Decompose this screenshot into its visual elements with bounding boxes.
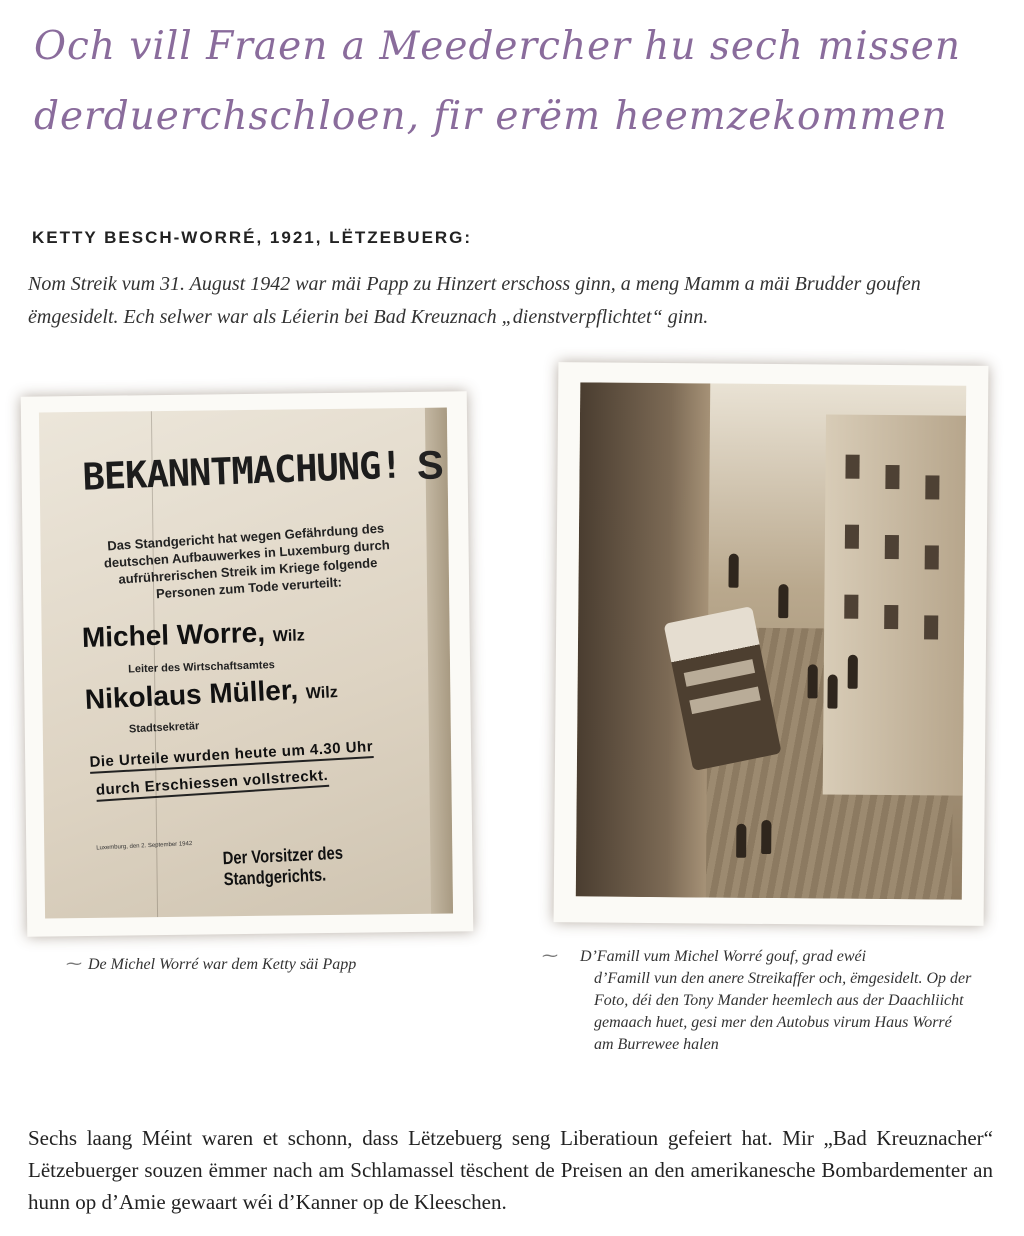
window: [925, 475, 939, 499]
poster-role-1: Leiter des Wirtschaftsamtes: [127, 659, 275, 676]
person-figure: [761, 820, 771, 854]
window: [885, 465, 899, 489]
person-figure: [736, 824, 746, 858]
caption-right: [542, 946, 972, 1056]
window: [925, 545, 939, 569]
poster-date: Luxemburg, den 2. September 1942: [96, 841, 193, 852]
swirl-ornament-icon: ⁓: [542, 948, 558, 965]
person-figure: [728, 554, 738, 588]
poster-name-1: [81, 615, 305, 654]
window: [845, 525, 859, 549]
poster-town-1: Wilz: [272, 627, 305, 646]
person-figure: [848, 655, 858, 689]
poster-verdict-line-1: Die Urteile wurden heute um 4.30 Uhr: [89, 738, 374, 774]
window: [845, 455, 859, 479]
caption-right-first-line: D’Famill vum Michel Worré gouf, grad ewéi: [580, 948, 867, 965]
poster-photo: [21, 391, 474, 936]
author-line: KETTY BESCH-WORRÉ, 1921, LËTZEBUERG:: [32, 228, 473, 247]
bus-window: [684, 659, 755, 687]
swirl-ornament-icon: ⁓: [66, 956, 82, 973]
poster-edge-letter: S: [416, 443, 444, 488]
poster-name-2-text: Nikolaus Müller,: [84, 673, 299, 715]
closing-paragraph: Sechs laang Méint waren et schonn, dass Lëtzebuerg seng Liberatioun gefeiert hat. Mir „Bad Kreuznacher“ Lëtzebuerger souzen ëmmer nach am Schlamassel tëschent de Preisen an den amerikanesche Bombardementer an hunn op d’Amie gewaart wéi d’Kanner op de Kleeschen.: [28, 1126, 993, 1214]
caption-left-text: De Michel Worré war dem Ketty säi Papp: [88, 956, 357, 973]
caption-right-body: d’Famill vun den anere Streikaffer och, ëmgesidelt. Op der Foto, déi den Tony Mander heemlech aus der Daachliicht gemaach huet, gesi mer den Autobus virum Haus Worré am Burrewee halen: [594, 970, 972, 1053]
caption-left: [66, 954, 476, 976]
person-figure: [808, 664, 818, 698]
poster-title: BEKANNTMACHUNG!: [81, 443, 403, 499]
poster-announcement-text: Das Standgericht hat wegen Gefährdung des deutschen Aufbauwerkes in Luxemburg durch aufrührerischen Streik im Kriege folgende Personen zum Tode verurteilt:: [103, 520, 391, 602]
street-scene: [576, 382, 966, 899]
window: [884, 605, 898, 629]
poster-name-1-text: Michel Worre,: [81, 616, 266, 654]
person-figure: [778, 584, 788, 618]
poster-signature: Der Vorsitzer des Standgerichts.: [222, 842, 344, 890]
poster-town-2: Wilz: [305, 684, 339, 703]
building-row-right: [823, 414, 966, 795]
poster-role-2: Stadtsekretär: [128, 720, 200, 736]
person-figure: [827, 674, 837, 708]
heading-line-2: derduerchschloen, fir erëm heemzekommen: [34, 94, 948, 139]
intro-paragraph: Nom Streik vum 31. August 1942 war mäi Papp zu Hinzert erschoss ginn, a meng Mamm a mäi Brudder goufen ëmgesidelt. Ech selwer war als Léierin bei Bad Kreuznach „dienstverpflichtet“ ginn.: [28, 273, 921, 328]
poster: [39, 408, 453, 919]
window: [885, 535, 899, 559]
street-photo: [554, 362, 989, 926]
poster-verdict-line-2: durch Erschiessen vollstreckt.: [95, 767, 328, 802]
bus-window: [689, 687, 760, 715]
heading-line-1: Och vill Fraen a Meedercher hu sech missen: [34, 24, 962, 69]
page-heading: [34, 12, 994, 152]
window: [924, 615, 938, 639]
poster-name-2: [84, 672, 338, 716]
window: [844, 595, 858, 619]
